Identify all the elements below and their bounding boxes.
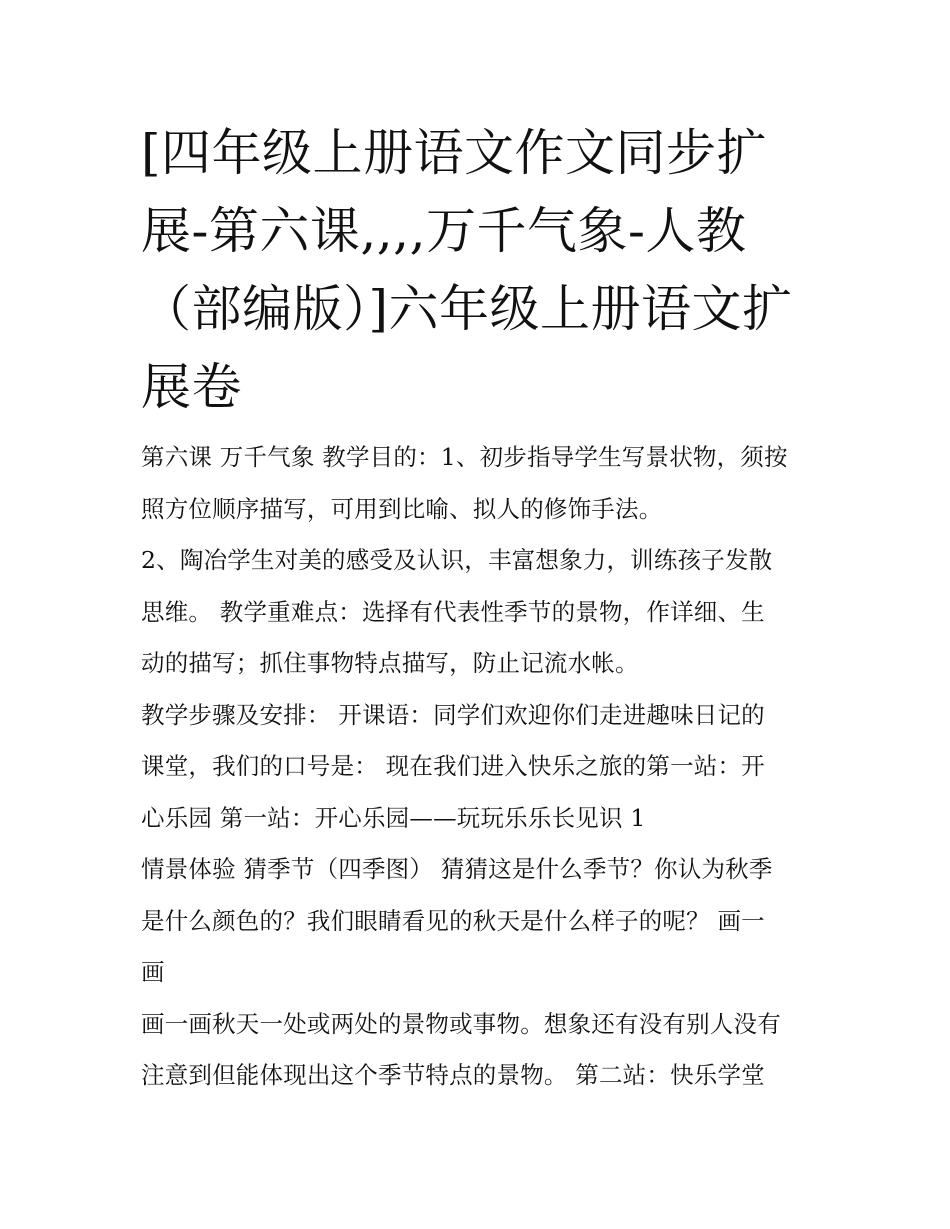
body-line: 照方位顺序描写，可用到比喻、拟人的修饰手法。 — [141, 494, 663, 523]
document-title — [141, 114, 841, 426]
body-line: 教学步骤及安排： 开课语：同学们欢迎你们走进趣味日记的 — [141, 700, 765, 729]
body-line: 画一画秋天一处或两处的景物或事物。想象还有没有别人没有 — [141, 1009, 781, 1038]
title-line: [四年级上册语文作文同步扩 — [141, 124, 768, 182]
title-line: （部编版）]六年级上册语文扩 — [141, 280, 793, 338]
body-line: 动的描写；抓住事物特点描写，防止记流水帐。 — [141, 649, 639, 677]
title-line: 展-第六课,,,,万千气象-人教 — [141, 202, 747, 260]
body-line: 2、陶冶学生对美的感受及认识，丰富想象力，训练孩子发散 — [141, 546, 773, 574]
title-line: 展卷 — [141, 358, 242, 416]
body-line: 注意到但能体现出这个季节特点的景物。 第二站：快乐学堂 — [141, 1061, 765, 1089]
body-line: 是什么颜色的？我们眼睛看见的秋天是什么样子的呢？ 画一 — [141, 906, 765, 935]
body-line: 心乐园 第一站：开心乐园——玩玩乐乐长见识 1 — [141, 803, 646, 832]
body-line: 课堂，我们的口号是： 现在我们进入快乐之旅的第一站：开 — [141, 752, 765, 780]
body-line: 情景体验 猜季节（四季图） 猜猜这是什么季节？你认为秋季 — [141, 855, 773, 883]
body-line: 第六课 万千气象 教学目的：1、初步指导学生写景状物，须按 — [141, 443, 788, 471]
body-line: 思维。 教学重难点：选择有代表性季节的景物，作详细、生 — [141, 597, 765, 626]
body-line: 画 — [141, 958, 165, 986]
document-body — [141, 432, 841, 1102]
